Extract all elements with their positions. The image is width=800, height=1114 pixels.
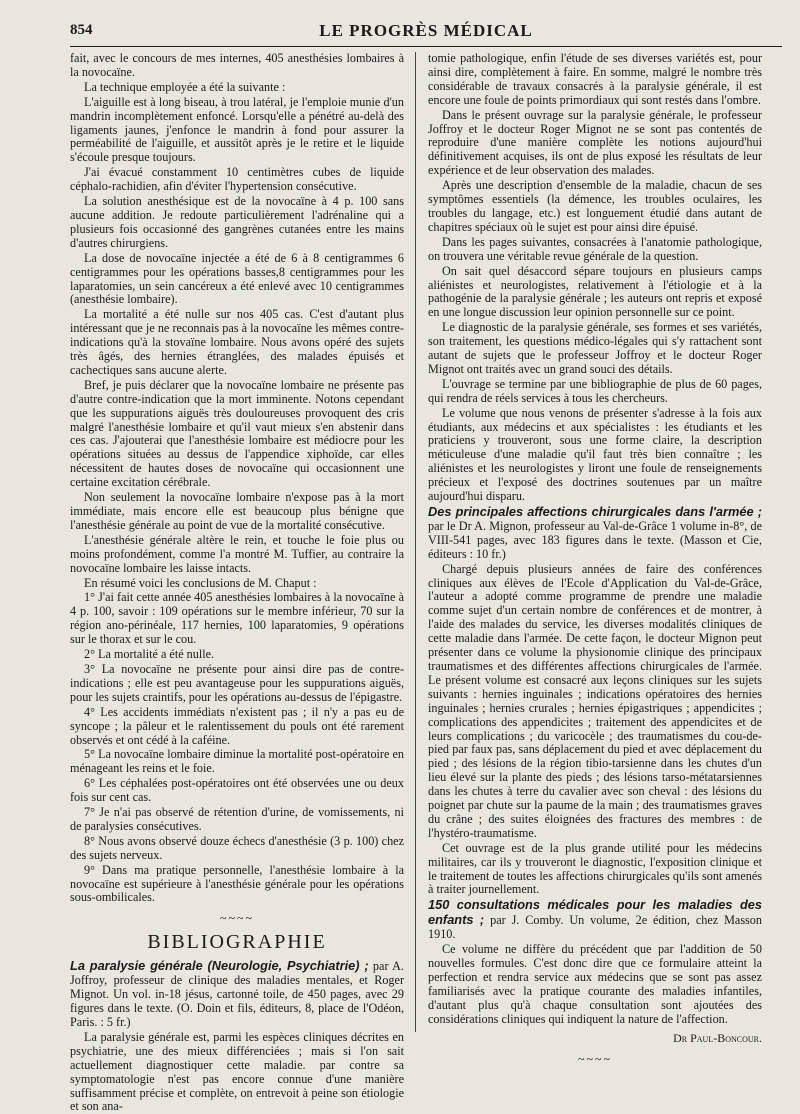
left-column [70, 51, 404, 1114]
paragraph: La mortalité a été nulle sur nos 405 cas. C'est d'autant plus intéressant que je ne reconnais pas à la novocaïne les mêmes contre-indications qu'à la stovaïne lombaire. Nous avons opéré des sujets très âgés, des hernies étranglées, des malades épuisés et cachectiques sans aucune alerte. [70, 307, 404, 377]
right-column [428, 51, 762, 1066]
paragraph: L'aiguille est à long biseau, à trou latéral, je l'emploie munie d'un mandrin incomplètement enfoncé. Lorsqu'elle a pénétré au-delà des ligaments jaunes, j'enfonce le mandrin à fond pour assurer la perméabilité de l'aiguille, et aussitôt après je le retire et le liquide s'écoule presque toujours. [70, 94, 404, 165]
review-title: La paralysie générale (Neurologie, Psychiatrie) ; [70, 958, 369, 974]
section-heading: BIBLIOGRAPHIE [147, 931, 327, 954]
paragraph: tomie pathologique, enfin l'étude de ses diverses variétés est, pour ainsi dire, complètement à faire. En somme, malgré le nombre très considérable de travaux consacrés à la paralysie générale, il est encore une foule de points primordiaux qui sont restés dans l'ombre. [428, 51, 762, 107]
column-divider [415, 52, 416, 1032]
paragraph: 2° La mortalité a été nulle. [84, 647, 215, 662]
paragraph: L'anesthésie générale altère le rein, et touche le foie plus ou moins profondément, comme l'a montré M. Tuffier, au contraire la novocaïne lombaire les laisse intacts. [70, 532, 404, 575]
paragraph: 6° Les céphalées post-opératoires ont été observées une ou deux fois sur cent cas. [70, 776, 404, 805]
paragraph: 8° Nous avons observé douze échecs d'anesthésie (3 p. 100) chez des sujets nerveux. [70, 833, 404, 862]
paragraph: Le diagnostic de la paralysie générale, ses formes et ses variétés, son traitement, les questions médico-légales qui s'y rattachent sont autant de sujets que le professeur Joffroy et le docteur Roger Mignot ont traités avec un grand souci des détails. [428, 320, 762, 376]
paragraph: La paralysie générale est, parmi les espèces cliniques décrites en psychiatrie, une des mieux différenciées ; mais si l'on sait actuellement diagnostiquer cette maladie. par contre sa symptomatologie n'est pas encore connue d'une manière suffisamment précise et complète, on entrevoit à peine son étiologie et son ana- [70, 1029, 404, 1114]
paragraph: 7° Je n'ai pas observé de rétention d'urine, de vomissements, ni de paralysies consécutives. [70, 805, 404, 833]
paragraph: Dans le présent ouvrage sur la paralysie générale, le professeur Joffroy et le docteur Roger Mignot ne se sont pas contentés de reproduire d'une manière complète les notions aujourd'hui définitivement acquises, ils ont de plus exposé les résultats de leur expérience et de leur observation des malades. [428, 107, 762, 178]
paragraph: 1° J'ai fait cette année 405 anesthésies lombaires à la novocaïne à 4 p. 100, savoir : 109 opérations sur le membre inférieur, 70 sur la région ano-périnéale, 117 hernies, 100 laparatomies, 9 opérations sur le thorax et sur le cou. [70, 590, 404, 647]
paragraph: Non seulement la novocaïne lombaire n'expose pas à la mort immédiate, mais encore elle est beaucoup plus bénigne que l'anesthésie générale au point de vue de la mortalité consécutive. [70, 490, 404, 532]
paragraph: Chargé depuis plusieurs années de faire des conférences cliniques aux élèves de l'Ecole d'Application du Val-de-Grâce, l'auteur a adopté comme programme de prendre une maladie comme sujet d'un certain nombre de conférences et de montrer, à l'aide des malades du service, les diverses modalités cliniques de cette maladie dans l'armée. De cette façon, le docteur Mignon peut présenter dans ce volume la physionomie clinique des principaux traumatismes et des différentes affections chirurgicales de l'armée. Le présent volume est consacré aux leçons cliniques sur les sujets suivants : hernies inguinales ; indications opératoires des hernies inguinales ; hernies crurales ; hernies épigastriques ; appendicites ; complications des appendicites ; traitement des appendicites et de leurs complications ; du varicocèle ; des traumatismes du cou-de-pied par faux pas, sans déplacement du pied et avec déplacement du pied ; des lésions de la région tibio-tarsienne dans les chutes d'un lieu élevé sur la plante des pieds ; des lésions tarso-métatarsiennes dans les chutes à terre du cavalier avec son cheval : des lésions du poignet par chute sur la paume de la main ; des traumatismes graves du crâne ; des suites éloignées des fractures des membres : de l'hystéro-traumatisme. [428, 561, 762, 840]
ornament-separator: ~~~~ [578, 1051, 612, 1066]
review-title: 150 consultations médicales pour les maladies des enfants ; [428, 897, 762, 928]
paragraph: fait, avec le concours de mes internes, 405 anesthésies lombaires à la novocaïne. [70, 51, 404, 79]
paragraph: La technique employée a été la suivante : [84, 79, 286, 94]
paragraph: Cet ouvrage est de la plus grande utilité pour les médecins militaires, car ils y trouveront le diagnostic, l'exposition clinique et le traitement de toutes les affections chirurgicales qu'ils sont amenés à traiter journellement. [428, 840, 762, 897]
review-citation: par J. Comby. Un volume, 2e édition, chez Masson 1910. [428, 913, 762, 942]
page-number: 854 [70, 22, 93, 38]
paragraph: Ce volume ne diffère du précédent que par l'addition de 50 nouvelles formules. C'est donc dire que ce formulaire atteint la perfection et rendra service aux médecins que se sont pas assez familiarisés avec la pratique courante des maladies infantiles, d'autant plus qu'à chaque consultation sont ajoutées des considérations cliniques qui indiquent la nature de l'affection. [428, 942, 762, 1026]
paragraph: L'ouvrage se termine par une bibliographie de plus de 60 pages, qui rendra de réels services à tous les chercheurs. [428, 376, 762, 405]
review-signature: Dr Paul-Boncour. [673, 1030, 762, 1045]
paragraph: 9° Dans ma pratique personnelle, l'anesthésie lombaire à la novocaïne est supérieure à l'anesthésie générale pour les opérations sous-ombilicales. [70, 862, 404, 905]
review-entry [428, 898, 762, 942]
running-header [70, 18, 782, 47]
review-entry [428, 505, 762, 562]
paragraph: 5° La novocaïne lombaire diminue la mortalité post-opératoire en ménageant les reins et le foie. [70, 747, 404, 776]
review-entry [70, 959, 404, 1030]
paragraph: Après une description d'ensemble de la maladie, chacun de ses symptômes essentiels (la démence, les troubles oculaires, les troubles du langage, etc.) est longuement étudié dans autant de chapitres spéciaux où le sujet est pour ainsi dire épuisé. [428, 178, 762, 234]
paragraph: Le volume que nous venons de présenter s'adresse à la fois aux étudiants, aux médecins et aux spécialistes : les étudiants et les praticiens y trouveront, sous une forme claire, la description méticuleuse d'une maladie qu'il faut très bien connaître ; les aliénistes et les neurologistes y liront une foule de renseignements précieux et l'exposé des doctrines soutenues par un maître aujourd'hui disparu. [428, 405, 762, 504]
review-citation: par le Dr A. Mignon, professeur au Val-de-Grâce 1 volume in-8°, de VIII-541 pages, avec 183 figures dans le texte. (Masson et Cie, éditeurs : 10 fr.) [428, 518, 762, 561]
journal-title: LE PROGRÈS MÉDICAL [319, 21, 533, 40]
paragraph: On sait quel désaccord sépare toujours en plusieurs camps aliénistes et neurologistes, relativement à l'étiologie et à la pathogénie de la paralysie générale ; les auteurs ont repris et exposé en une longue discussion leur opinion personnelle sur ce point. [428, 263, 762, 320]
review-citation: par A. Joffroy, professeur de clinique des maladies mentales, et Roger Mignot. Un vol. in-18 jésus, cartonné toile, de 450 pages, avec 29 figures dans le texte. (O. Doin et fils, éditeurs, 8, place de l'Odéon, Paris. : 5 fr.) [70, 959, 404, 1029]
review-title: Des principales affections chirurgicales dans l'armée ; [428, 504, 762, 519]
paragraph: Bref, je puis déclarer que la novocaïne lombaire ne présente pas d'autre contre-indication que la mort imminente. Notons cependant que les suppurations aiguës très douloureuses provoquent des cris malgré l'anesthésie lombaire et qu'il vaut mieux s'en abstenir dans ces cas. J'ajouterai que l'anesthésie lombaire est médiocre pour les opérations situées au dessus de l'appendice xiphoïde, car elles nécessitent de hautes doses de novocaïne qui occasionnent une certaine excitation cérébrale. [70, 377, 404, 490]
ornament-separator: ~~~~ [220, 911, 254, 926]
paragraph: 4° Les accidents immédiats n'existent pas ; il n'y a pas eu de syncope ; la pâleur et le ralentissement du pouls ont été rarement observés et ont cédé à la caféine. [70, 704, 404, 747]
paragraph: 3° La novocaïne ne présente pour ainsi dire pas de contre-indications ; elle est peu avantageuse pour les suppurations aiguës, pour les sujets craintifs, pour les opérations au-dessus de l'épigastre. [70, 661, 404, 704]
paragraph: Dans les pages suivantes, consacrées à l'anatomie pathologique, on trouvera une véritable revue générale de la question. [428, 234, 762, 263]
paragraph: La dose de novocaïne injectée a été de 6 à 8 centigrammes 6 centigrammes pour les opérations basses,8 centigrammes pour les laparatomies, un sein cancéreux a été enlevé avec 10 centigrammes (anesthésie lombaire). [70, 250, 404, 307]
paragraph: La solution anesthésique est de la novocaïne à 4 p. 100 sans aucune addition. Je redoute particulièrement l'adrénaline qui a plusieurs fois occasionné des gangrènes cutanées entre les mains d'autres chirurgiens. [70, 194, 404, 250]
paragraph: J'ai évacué constamment 10 centimètres cubes de liquide céphalo-rachidien, afin d'éviter l'hypertension consécutive. [70, 165, 404, 194]
paragraph: En résumé voici les conclusions de M. Chaput : [84, 575, 317, 590]
